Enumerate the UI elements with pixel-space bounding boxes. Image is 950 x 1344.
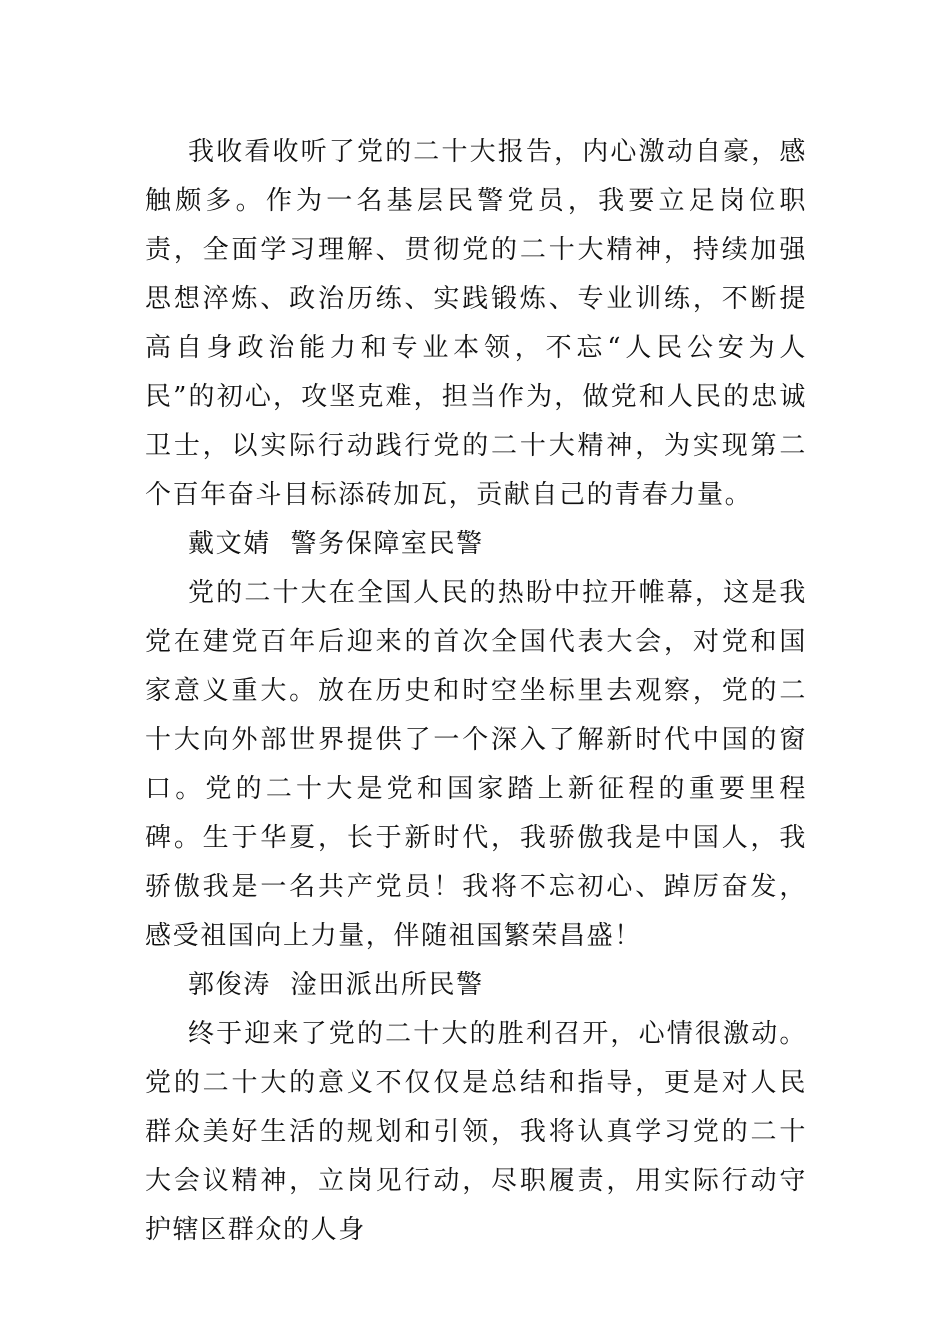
byline-guo-juntao: 郭俊涛 淦田派出所民警 — [188, 970, 484, 1000]
paragraph-congress-victory: 终于迎来了党的二十大的胜利召开，心情很激动。党的二十大的意义不仅仅是总结和指导，更是对人民群众美好生活的规划和引领，我将认真学习党的二十大会议精神，立岗见行动，尽职履责，用实际行动守护辖区群众的人身 — [145, 1019, 807, 1245]
paragraph-congress-milestone: 党的二十大在全国人民的热盼中拉开帷幕，这是我党在建党百年后迎来的首次全国代表大会，对党和国家意义重大。放在历史和时空坐标里去观察，党的二十大向外部世界提供了一个深入了解新时代中国的窗口。党的二十大是党和国家踏上新征程的重要里程碑。生于华夏，长于新时代，我骄傲我是中国人，我骄傲我是一名共产党员！我将不忘初心、踔厉奋发，感受祖国向上力量，伴随祖国繁荣昌盛！ — [145, 578, 807, 951]
byline-dai-wenjing: 戴文婧 警务保障室民警 — [188, 529, 484, 559]
paragraph-study-report: 我收看收听了党的二十大报告，内心激动自豪，感触颇多。作为一名基层民警党员，我要立足岗位职责，全面学习理解、贯彻党的二十大精神，持续加强思想淬炼、政治历练、实践锻炼、专业训练，不断提高自身政治能力和专业本领，不忘“人民公安为人民”的初心，攻坚克难，担当作为，做党和人民的忠诚卫士，以实际行动践行党的二十大精神，为实现第二个百年奋斗目标添砖加瓦，贡献自己的青春力量。 — [145, 137, 807, 510]
document-body — [145, 128, 807, 1255]
